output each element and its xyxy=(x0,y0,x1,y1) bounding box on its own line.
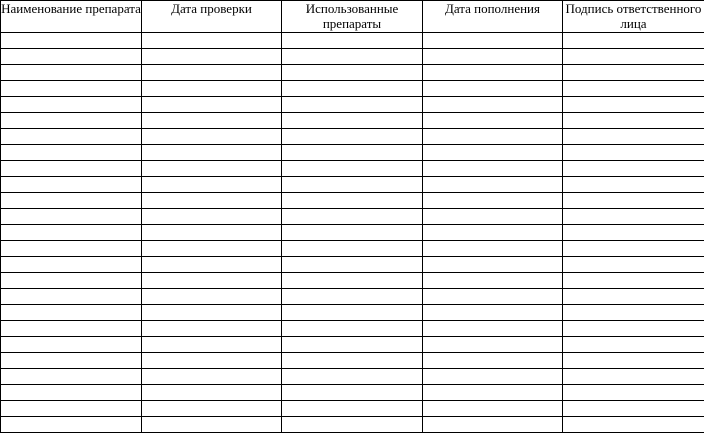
cell-used-drugs xyxy=(282,49,423,65)
cell-drug-name xyxy=(1,337,142,353)
cell-used-drugs xyxy=(282,81,423,97)
table-row xyxy=(1,113,704,129)
cell-signature xyxy=(563,257,704,273)
cell-signature xyxy=(563,193,704,209)
cell-refill-date xyxy=(423,401,563,417)
cell-check-date xyxy=(142,369,282,385)
cell-signature xyxy=(563,145,704,161)
cell-signature xyxy=(563,385,704,401)
cell-check-date xyxy=(142,321,282,337)
cell-check-date xyxy=(142,49,282,65)
cell-check-date xyxy=(142,225,282,241)
cell-used-drugs xyxy=(282,145,423,161)
cell-check-date xyxy=(142,129,282,145)
table-row xyxy=(1,81,704,97)
cell-drug-name xyxy=(1,417,142,433)
table-row xyxy=(1,97,704,113)
cell-used-drugs xyxy=(282,353,423,369)
cell-drug-name xyxy=(1,113,142,129)
cell-used-drugs xyxy=(282,33,423,49)
table-header-row xyxy=(1,1,704,33)
cell-signature xyxy=(563,353,704,369)
cell-refill-date xyxy=(423,33,563,49)
cell-drug-name xyxy=(1,225,142,241)
cell-signature xyxy=(563,49,704,65)
table-row xyxy=(1,273,704,289)
table-row xyxy=(1,33,704,49)
cell-drug-name xyxy=(1,33,142,49)
cell-signature xyxy=(563,177,704,193)
cell-check-date xyxy=(142,385,282,401)
table-row xyxy=(1,305,704,321)
cell-used-drugs xyxy=(282,129,423,145)
cell-check-date xyxy=(142,33,282,49)
cell-used-drugs xyxy=(282,321,423,337)
cell-check-date xyxy=(142,305,282,321)
cell-check-date xyxy=(142,161,282,177)
table-row xyxy=(1,385,704,401)
cell-drug-name xyxy=(1,129,142,145)
cell-refill-date xyxy=(423,161,563,177)
cell-drug-name xyxy=(1,49,142,65)
cell-drug-name xyxy=(1,241,142,257)
cell-used-drugs xyxy=(282,161,423,177)
table-row xyxy=(1,209,704,225)
cell-check-date xyxy=(142,81,282,97)
cell-used-drugs xyxy=(282,417,423,433)
cell-signature xyxy=(563,33,704,49)
cell-used-drugs xyxy=(282,241,423,257)
cell-signature xyxy=(563,337,704,353)
cell-used-drugs xyxy=(282,177,423,193)
table-row xyxy=(1,241,704,257)
cell-signature xyxy=(563,273,704,289)
cell-check-date xyxy=(142,113,282,129)
cell-drug-name xyxy=(1,369,142,385)
cell-used-drugs xyxy=(282,193,423,209)
cell-signature xyxy=(563,417,704,433)
cell-drug-name xyxy=(1,97,142,113)
cell-check-date xyxy=(142,97,282,113)
cell-check-date xyxy=(142,417,282,433)
cell-refill-date xyxy=(423,193,563,209)
table-row xyxy=(1,193,704,209)
cell-drug-name xyxy=(1,353,142,369)
cell-refill-date xyxy=(423,49,563,65)
cell-drug-name xyxy=(1,81,142,97)
cell-used-drugs xyxy=(282,113,423,129)
table-row xyxy=(1,129,704,145)
table-row xyxy=(1,177,704,193)
table-row xyxy=(1,289,704,305)
column-header-drug-name: Наименование препарата xyxy=(1,1,142,33)
cell-refill-date xyxy=(423,209,563,225)
cell-used-drugs xyxy=(282,337,423,353)
cell-drug-name xyxy=(1,65,142,81)
cell-refill-date xyxy=(423,305,563,321)
table-row xyxy=(1,161,704,177)
cell-signature xyxy=(563,209,704,225)
cell-drug-name xyxy=(1,385,142,401)
cell-refill-date xyxy=(423,353,563,369)
table-row xyxy=(1,145,704,161)
cell-signature xyxy=(563,321,704,337)
cell-refill-date xyxy=(423,385,563,401)
cell-drug-name xyxy=(1,401,142,417)
cell-check-date xyxy=(142,241,282,257)
table-row xyxy=(1,225,704,241)
table-row xyxy=(1,257,704,273)
table-row xyxy=(1,369,704,385)
cell-used-drugs xyxy=(282,369,423,385)
cell-check-date xyxy=(142,177,282,193)
column-header-signature: Подпись ответственного лица xyxy=(563,1,704,33)
cell-check-date xyxy=(142,257,282,273)
cell-signature xyxy=(563,161,704,177)
table-row xyxy=(1,321,704,337)
cell-refill-date xyxy=(423,257,563,273)
cell-drug-name xyxy=(1,145,142,161)
cell-refill-date xyxy=(423,81,563,97)
cell-signature xyxy=(563,113,704,129)
cell-check-date xyxy=(142,273,282,289)
cell-signature xyxy=(563,129,704,145)
cell-refill-date xyxy=(423,321,563,337)
column-header-used-drugs: Использованные препараты xyxy=(282,1,423,33)
cell-used-drugs xyxy=(282,401,423,417)
table-body xyxy=(1,33,704,433)
cell-check-date xyxy=(142,145,282,161)
table-row xyxy=(1,353,704,369)
column-header-refill-date: Дата пополнения xyxy=(423,1,563,33)
table-row xyxy=(1,401,704,417)
cell-drug-name xyxy=(1,289,142,305)
cell-drug-name xyxy=(1,257,142,273)
cell-signature xyxy=(563,401,704,417)
cell-drug-name xyxy=(1,161,142,177)
cell-refill-date xyxy=(423,97,563,113)
table-row xyxy=(1,417,704,433)
cell-refill-date xyxy=(423,65,563,81)
column-header-check-date: Дата проверки xyxy=(142,1,282,33)
table-row xyxy=(1,337,704,353)
cell-check-date xyxy=(142,193,282,209)
cell-signature xyxy=(563,97,704,113)
cell-used-drugs xyxy=(282,65,423,81)
cell-signature xyxy=(563,305,704,321)
cell-used-drugs xyxy=(282,289,423,305)
cell-signature xyxy=(563,369,704,385)
cell-refill-date xyxy=(423,145,563,161)
cell-signature xyxy=(563,289,704,305)
cell-signature xyxy=(563,225,704,241)
cell-used-drugs xyxy=(282,97,423,113)
cell-refill-date xyxy=(423,241,563,257)
cell-refill-date xyxy=(423,337,563,353)
cell-drug-name xyxy=(1,177,142,193)
cell-drug-name xyxy=(1,273,142,289)
cell-check-date xyxy=(142,289,282,305)
cell-drug-name xyxy=(1,209,142,225)
cell-check-date xyxy=(142,353,282,369)
cell-signature xyxy=(563,65,704,81)
cell-check-date xyxy=(142,337,282,353)
cell-refill-date xyxy=(423,273,563,289)
cell-refill-date xyxy=(423,417,563,433)
cell-drug-name xyxy=(1,305,142,321)
cell-refill-date xyxy=(423,129,563,145)
cell-refill-date xyxy=(423,177,563,193)
cell-check-date xyxy=(142,65,282,81)
cell-used-drugs xyxy=(282,305,423,321)
cell-check-date xyxy=(142,401,282,417)
cell-used-drugs xyxy=(282,209,423,225)
cell-signature xyxy=(563,81,704,97)
cell-used-drugs xyxy=(282,225,423,241)
table-row xyxy=(1,49,704,65)
cell-drug-name xyxy=(1,321,142,337)
cell-refill-date xyxy=(423,289,563,305)
cell-used-drugs xyxy=(282,273,423,289)
cell-used-drugs xyxy=(282,385,423,401)
cell-refill-date xyxy=(423,113,563,129)
cell-signature xyxy=(563,241,704,257)
cell-drug-name xyxy=(1,193,142,209)
cell-refill-date xyxy=(423,225,563,241)
table-row xyxy=(1,65,704,81)
cell-used-drugs xyxy=(282,257,423,273)
cell-check-date xyxy=(142,209,282,225)
cell-refill-date xyxy=(423,369,563,385)
